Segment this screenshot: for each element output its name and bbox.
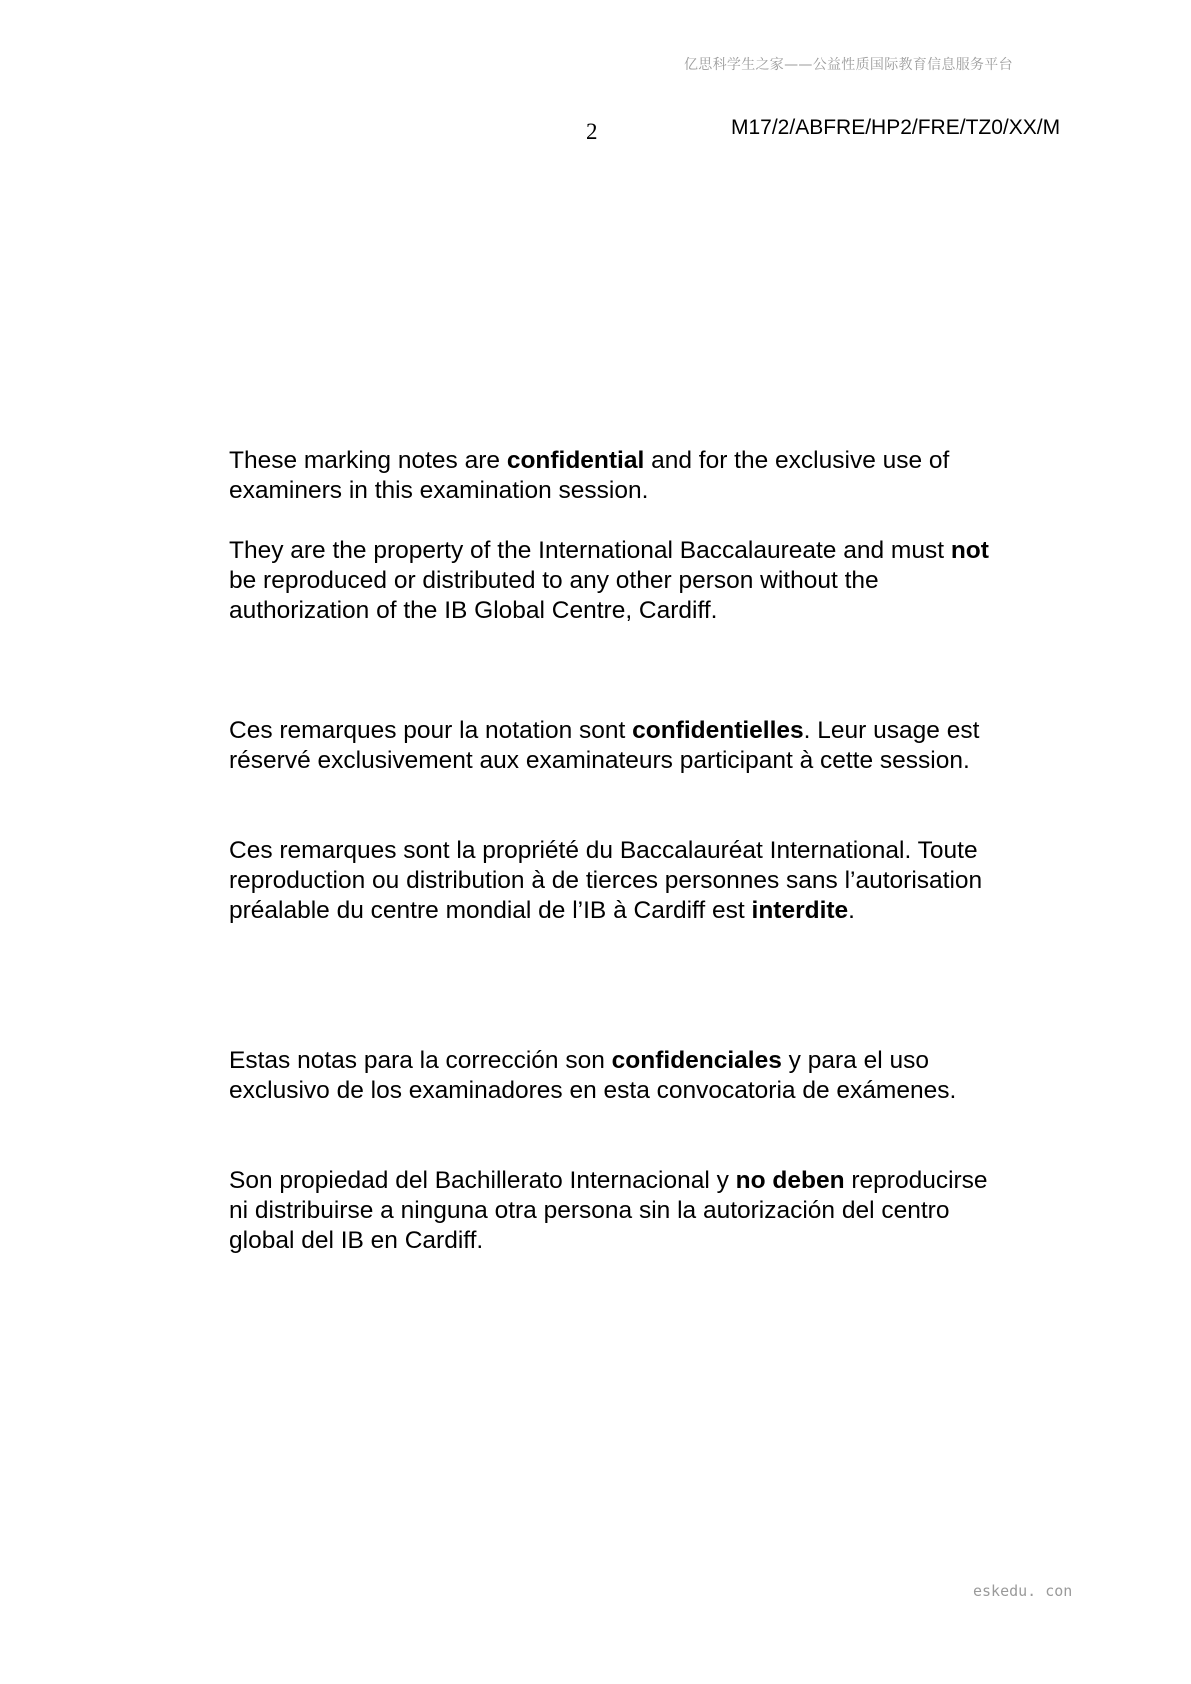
text-run: . [848,897,855,924]
spanish-notice [229,1046,989,1106]
english-property-notice [229,536,989,626]
emphasis-text: confidentielles [632,717,804,744]
text-run: Estas notas para la corrección son [229,1047,612,1074]
text-run: These marking notes are [229,447,507,474]
text-run: . Leur usage est réservé exclusivement aux examinateurs participant à cette session. [229,717,980,774]
emphasis-text: not [950,537,989,564]
emphasis-text: no deben [735,1167,845,1194]
french-notice [229,716,989,776]
text-run: Son propiedad del Bachillerato Internacional y [229,1167,736,1194]
page-number: 2 [586,119,598,144]
top-watermark: 亿思科学生之家——公益性质国际教育信息服务平台 [684,57,1013,73]
text-run: reproducirse ni distribuirse a ninguna otra persona sin la autorización del centro global del IB en Cardiff. [229,1167,988,1254]
english-notice [229,446,989,506]
text-run: and for the exclusive use of examiners in this examination session. [229,447,950,504]
spanish-property-paragraph [229,1166,989,1256]
english-property-paragraph [229,536,989,626]
french-property-paragraph [229,836,989,926]
spanish-confidential-paragraph [229,1046,989,1106]
french-confidential-paragraph [229,716,989,776]
emphasis-text: confidential [506,447,645,474]
text-run: Ces remarques pour la notation sont [229,717,633,744]
english-confidential-paragraph [229,446,989,506]
emphasis-text: confidenciales [611,1047,782,1074]
french-property-notice [229,836,989,926]
text-run: y para el uso exclusivo de los examinadores en esta convocatoria de exámenes. [229,1047,957,1104]
text-run: Ces remarques sont la propriété du Baccalauréat International. Toute reproduction ou distribution à de tierces personnes sans l’autorisation préalable du centre mondial de l’IB à Cardiff est [229,837,983,924]
document-code: M17/2/ABFRE/HP2/FRE/TZ0/XX/M [731,116,1061,139]
spanish-property-notice [229,1166,989,1256]
emphasis-text: interdite [751,897,849,924]
text-run: be reproduced or distributed to any other person without the authorization of the IB Global Centre, Cardiff. [229,567,879,624]
text-run: They are the property of the International Baccalaureate and must [229,537,951,564]
bottom-watermark: eskedu. con [973,1582,1073,1600]
